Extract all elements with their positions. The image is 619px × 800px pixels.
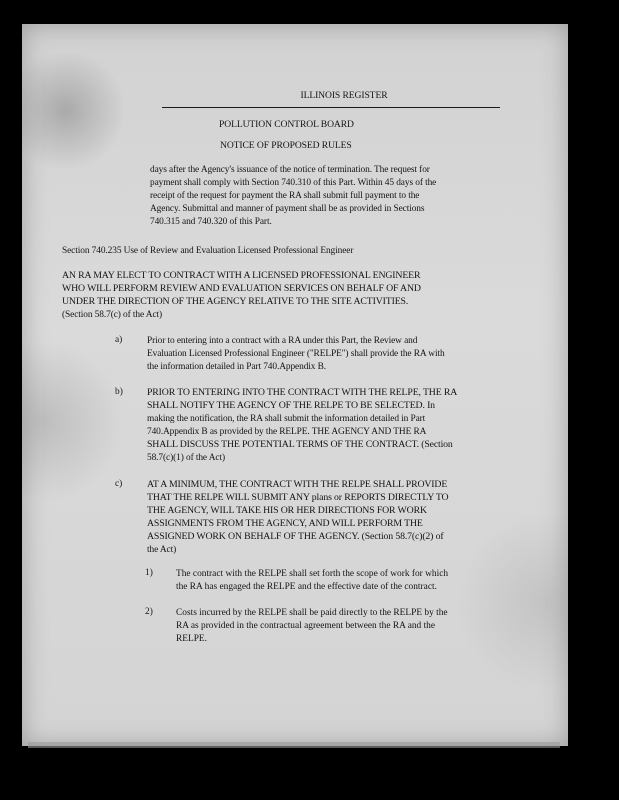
item-label-b: b): [115, 387, 123, 397]
item-b-line: PRIOR TO ENTERING INTO THE CONTRACT WITH THE RELPE, THE RA: [147, 387, 458, 398]
notice-title: NOTICE OF PROPOSED RULES: [220, 140, 352, 151]
continuation-line: Agency. Submittal and manner of payment shall be as provided in Sections: [150, 204, 425, 214]
subitem-1-line: the RA has engaged the RELPE and the effective date of the contract.: [176, 582, 437, 592]
item-c-line: ASSIGNMENTS FROM THE AGENCY, AND WILL PERFORM THE: [147, 518, 423, 529]
section-heading: Section 740.235 Use of Review and Evaluation Licensed Professional Engineer: [62, 246, 354, 256]
subitem-label-1: 1): [145, 568, 153, 578]
intro-line: UNDER THE DIRECTION OF THE AGENCY RELATIVE TO THE SITE ACTIVITIES.: [62, 296, 409, 307]
board-title: POLLUTION CONTROL BOARD: [219, 119, 354, 130]
intro-line: AN RA MAY ELECT TO CONTRACT WITH A LICENSED PROFESSIONAL ENGINEER: [62, 270, 421, 281]
register-title: ILLINOIS REGISTER: [300, 90, 388, 101]
page-edge-shadow: [28, 742, 560, 748]
intro-line: (Section 58.7(c) of the Act): [62, 310, 163, 320]
continuation-line: 740.315 and 740.320 of this Part.: [150, 217, 272, 227]
subitem-2-line: Costs incurred by the RELPE shall be paid directly to the RELPE by the: [176, 608, 448, 618]
item-c-line: THAT THE RELPE WILL SUBMIT ANY plans or REPORTS DIRECTLY TO: [147, 492, 449, 503]
item-b-line: SHALL NOTIFY THE AGENCY OF THE RELPE TO BE SELECTED. In: [147, 400, 435, 411]
header-rule: [162, 107, 500, 108]
item-c-line: AT A MINIMUM, THE CONTRACT WITH THE RELPE SHALL PROVIDE: [147, 479, 448, 490]
item-c-line: the Act): [147, 545, 177, 555]
continuation-line: receipt of the request for payment the RA shall submit full payment to the: [150, 191, 420, 201]
item-label-a: a): [115, 335, 123, 345]
item-a-line: Prior to entering into a contract with a RA under this Part, the Review and: [147, 336, 418, 346]
subitem-1-line: The contract with the RELPE shall set forth the scope of work for which: [176, 569, 449, 579]
item-b-line: 58.7(c)(1) of the Act): [147, 453, 225, 463]
subitem-2-line: RA as provided in the contractual agreement between the RA and the: [176, 621, 436, 631]
continuation-line: payment shall comply with Section 740.310 of this Part. Within 45 days of the: [150, 178, 437, 188]
item-a-line: Evaluation Licensed Professional Engineer ("RELPE") shall provide the RA with: [147, 349, 445, 359]
item-b-line: SHALL DISCUSS THE POTENTIAL TERMS OF THE CONTRACT. (Section: [147, 439, 453, 450]
document-page: [22, 24, 568, 746]
subitem-label-2: 2): [145, 607, 153, 617]
item-a-line: the information detailed in Part 740.Appendix B.: [147, 362, 327, 372]
intro-line: WHO WILL PERFORM REVIEW AND EVALUATION SERVICES ON BEHALF OF AND: [62, 283, 421, 294]
item-b-line: 740.Appendix B as provided by the RELPE. THE AGENCY AND THE RA: [147, 427, 427, 437]
item-c-line: ASSIGNED WORK ON BEHALF OF THE AGENCY. (Section 58.7(c)(2) of: [147, 531, 444, 542]
subitem-2-line: RELPE.: [176, 634, 207, 644]
item-label-c: c): [115, 479, 123, 489]
continuation-line: days after the Agency's issuance of the notice of termination. The request for: [150, 165, 430, 175]
item-c-line: THE AGENCY, WILL TAKE HIS OR HER DIRECTIONS FOR WORK: [147, 505, 427, 516]
item-b-line: making the notification, the RA shall submit the information detailed in Part: [147, 414, 426, 424]
